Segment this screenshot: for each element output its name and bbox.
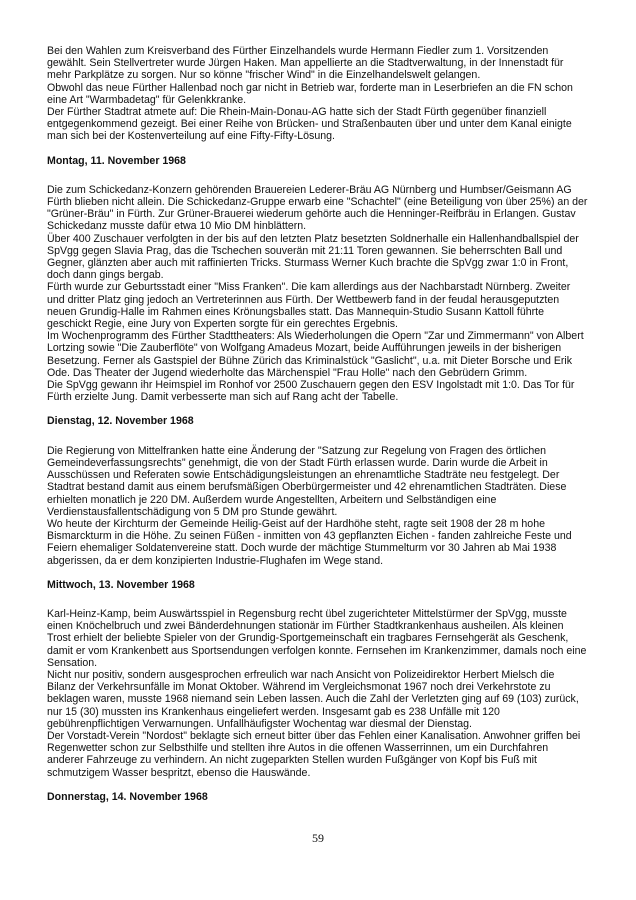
text-line: gebührenpflichtigen Verwarnungen. Unfallhäufigster Wochentag war diesmal der Dienstag.	[47, 717, 472, 730]
text-line: Karl-Heinz-Kamp, beim Auswärtsspiel in Regensburg recht übel zugerichteter Mittelstürmer der SpVgg, musste	[47, 607, 567, 620]
text-line: Der Vorstadt-Verein "Nordost" beklagte sich erneut bitter über das Fehlen einer Kanalisation. Anwohner griffen bei	[47, 729, 581, 742]
paragraph	[47, 45, 607, 82]
date-heading: Donnerstag, 14. November 1968	[47, 790, 208, 803]
paragraph	[47, 669, 607, 730]
text-line: Über 400 Zuschauer verfolgten in der bis auf den letzten Platz besetzten Soldnerhalle ein Hallenhandballspiel der	[47, 232, 579, 245]
text-line: gewählt. Sein Stellvertreter wurde Jürgen Haken. Man appellierte an die Stadtverwaltung, in der Innenstadt für	[47, 57, 564, 70]
paragraph	[47, 184, 607, 233]
page-number: 59	[312, 831, 324, 845]
text-line: SpVgg gegen Slavia Prag, das die Tschechen souverän mit 21:11 Toren gewannen. Sie beherrschten Ball und	[47, 244, 563, 257]
text-line: Regenwetter schon zur Selbsthilfe und stellten ihre Autos in die offenen Wasserrinnen, um ein Durchfahren	[47, 742, 549, 755]
text-line: damit er vom Krankenbett aus Sportsendungen verfolgen konnte. Fernsehen im Krankenzimmer, damals noch eine	[47, 644, 587, 657]
text-line: Im Wochenprogramm des Fürther Stadttheaters: Als Wiederholungen die Opern "Zar und Zimmermann" von Albert	[47, 330, 584, 343]
text-line: einen Knöchelbruch und zwei Bänderdehnungen stationär im Fürther Stadtkrankenhaus ausheilen. Als kleinen	[47, 620, 564, 633]
text-line: Gemeindeverfassungsrechts" genehmigt, die von der Stadt Fürth erlassen wurde. Darin wurde die Arbeit in	[47, 456, 548, 469]
text-line: Ausschüssen und Referaten sowie Entschädigungsleistungen an ehrenamtliche Stadträte neu festgelegt. Der	[47, 469, 560, 482]
text-line: Nicht nur positiv, sondern ausgesprochen erfreulich war nach Ansicht von Polizeidirektor Herbert Mielsch die	[47, 668, 555, 681]
text-line: doch dann gings bergab.	[47, 269, 164, 282]
text-line: erhielten monatlich je 220 DM. Außerdem wurde Angestellten, Arbeitern und Selbständigen eine	[47, 493, 497, 506]
text-line: mehr Parkplätze zu sorgen. Nur so könne "frischer Wind" in die Einzelhandelswelt gelangen.	[47, 69, 481, 82]
paragraph	[47, 608, 607, 669]
text-line: eine Art "Warmbadetag" für Gelenkkranke.	[47, 93, 247, 106]
paragraph	[47, 379, 607, 403]
text-line: entgegenkommend gezeigt. Bei einer Reihe von Brücken- und Straßenbauten über und unter dem Kanal einigte	[47, 118, 572, 131]
text-line: Trost erhielt der beliebte Spieler von der Grundig-Sportgemeinschaft ein tragbares Fernsehgerät als Geschenk,	[47, 632, 569, 645]
text-line: man sich bei der Kostenverteilung auf eine Fifty-Fifty-Lösung.	[47, 130, 335, 143]
text-line: Schickedanz musste dafür etwa 10 Mio DM hinblättern.	[47, 220, 307, 233]
text-line: Fürth blieben nicht allein. Die Schickedanz-Gruppe erwarb eine "Schachtel" (eine Beteiligung von über 25%) an der	[47, 196, 588, 209]
text-line: Die SpVgg gewann ihr Heimspiel im Ronhof vor 2500 Zuschauern gegen den ESV Ingolstadt mit 1:0. Das Tor für	[47, 379, 575, 392]
paragraph	[47, 518, 607, 567]
text-line: abgerissen, da er dem konzipierten Industrie-Flughafen im Wege stand.	[47, 554, 384, 567]
text-line: beklagen waren, musste 1968 niemand sein Leben lassen. Auch die Zahl der Verletzten ging auf 69 (103) zurück,	[47, 693, 579, 706]
text-line: Bilanz der Verkehrsunfälle im Monat Oktober. Während im Vergleichsmonat 1967 noch drei Verkehrstote zu	[47, 681, 551, 694]
paragraph	[47, 730, 607, 779]
text-line: Verdienstausfallentschädigung von 5 DM pro Stunde gewährt.	[47, 505, 338, 518]
date-heading: Montag, 11. November 1968	[47, 154, 186, 167]
paragraph	[47, 82, 607, 106]
text-line: Die zum Schickedanz-Konzern gehörenden Brauereien Lederer-Bräu AG Nürnberg und Humbser/Geismann AG	[47, 183, 572, 196]
text-line: Feiern ehemaliger Soldatenvereine statt. Doch wurde der mächtige Stummelturm vor 30 Jahren ab Mai 1938	[47, 542, 557, 555]
text-line: nur 15 (30) mussten ins Krankenhaus eingeliefert werden. Insgesamt gab es 238 Unfälle mit 120	[47, 705, 500, 718]
text-line: schmutzigem Wasser bespritzt, ebenso die Hauswände.	[47, 766, 311, 779]
text-line: Lortzing sowie "Die Zauberflöte" von Wolfgang Amadeus Mozart, beide Aufführungen jeweils in der bisherigen	[47, 342, 562, 355]
paragraph	[47, 106, 607, 143]
text-line: "Grüner-Bräu" in Fürth. Zur Grüner-Brauerei wiederum gehörte auch die Henninger-Reifbräu in Erlangen. Gustav	[47, 208, 576, 221]
text-line: Stadtrat bestand damit aus einem berufsmäßigen Oberbürgermeister und 42 ehrenamtlichen Stadträten. Diese	[47, 481, 567, 494]
text-line: Gegner, glänzten aber auch mit raffinierten Tricks. Sturmass Werner Kuch brachte die SpVgg zwar 1:0 in Front,	[47, 257, 569, 270]
text-line: Wo heute der Kirchturm der Gemeinde Heilig-Geist auf der Hardhöhe steht, ragte seit 1908 der 28 m hohe	[47, 517, 545, 530]
text-line: Sensation.	[47, 656, 98, 669]
text-line: Die Regierung von Mittelfranken hatte eine Änderung der "Satzung zur Regelung von Fragen des örtlichen	[47, 444, 547, 457]
paragraph	[47, 281, 607, 330]
document-page	[47, 45, 607, 820]
paragraph	[47, 330, 607, 379]
paragraph	[47, 233, 607, 282]
text-line: Fürth wurde zur Geburtsstadt einer "Miss Franken". Die kam allerdings aus der Nachbarstadt Nürnberg. Zweiter	[47, 281, 571, 294]
text-line: geschickt Regie, eine Jury von Experten sorgte für ein gerechtes Ergebnis.	[47, 318, 398, 331]
date-heading: Dienstag, 12. November 1968	[47, 415, 194, 428]
date-heading: Mittwoch, 13. November 1968	[47, 578, 195, 591]
text-line: Fürth erzielte Jung. Damit verbesserte man sich auf Rang acht der Tabelle.	[47, 391, 399, 404]
text-line: und dritter Platz ging jedoch an Vertreterinnen aus Fürth. Der Wettbewerb fand in der feudal herausgeputzten	[47, 293, 560, 306]
text-line: Ode. Das Theater der Jugend wiederholte das Märchenspiel "Frau Holle" nach den Gebrüdern Grimm.	[47, 366, 528, 379]
text-line: Der Fürther Stadtrat atmete auf: Die Rhein-Main-Donau-AG hatte sich der Stadt Fürth gegenüber finanziell	[47, 106, 547, 119]
text-line: Besetzung. Ferner als Gastspiel der Bühne Zürich das Kriminalstück "Gaslicht", u.a. mit Dieter Borsche und Erik	[47, 354, 573, 367]
text-line: Bismarckturm in die Höhe. Zu seinen Füßen - inmitten von 43 gepflanzten Eichen - fanden zahlreiche Feste und	[47, 530, 572, 543]
paragraph	[47, 445, 607, 518]
text-line: neuen Grundig-Halle im Rahmen eines Krönungsballes statt. Das Mannequin-Studio Susann Kattoll führte	[47, 305, 545, 318]
text-line: Obwohl das neue Fürther Hallenbad noch gar nicht in Betrieb war, forderte man in Leserbriefen an die FN schon	[47, 81, 573, 94]
text-line: Bei den Wahlen zum Kreisverband des Fürther Einzelhandels wurde Hermann Fiedler zum 1. Vorsitzenden	[47, 45, 549, 57]
text-line: anderer Fahrzeuge zu verhindern. An nicht zugeparkten Stellen wurden Fußgänger von Kopf bis Fuß mit	[47, 754, 537, 767]
